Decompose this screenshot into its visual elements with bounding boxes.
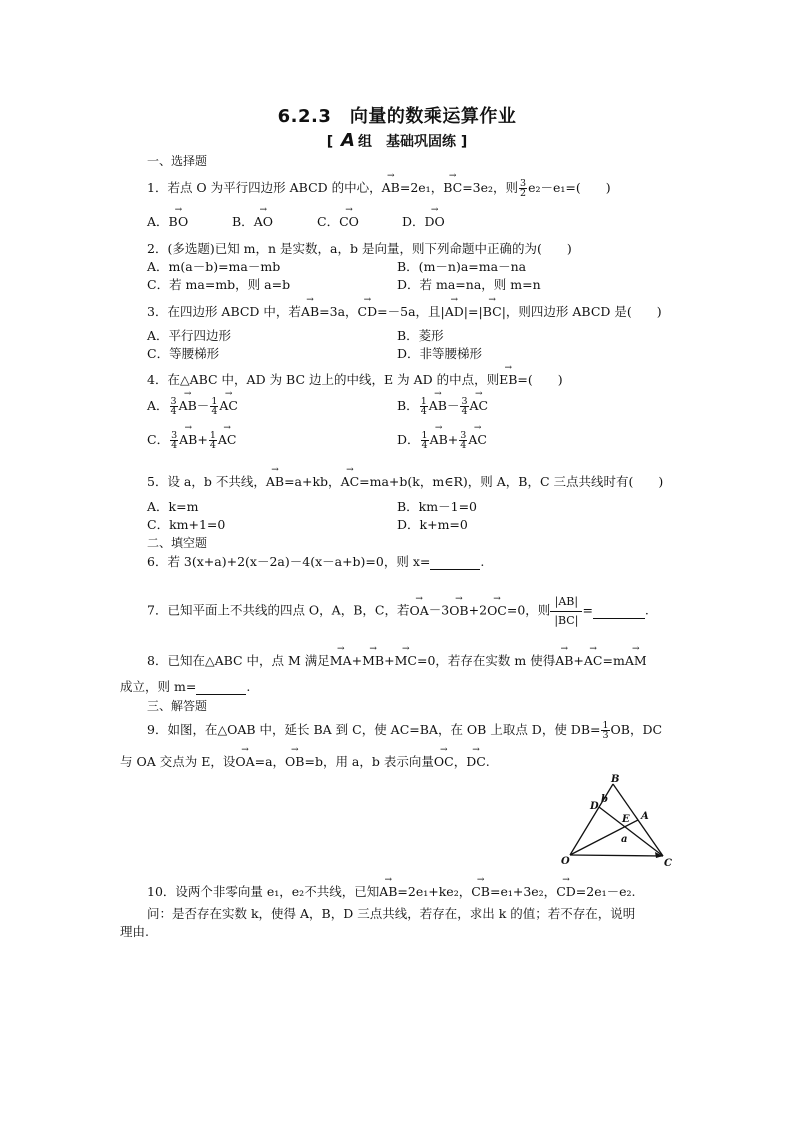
q1-option-a[interactable]: A．→ BO [147, 212, 188, 230]
question-8-line2: 成立，则 m= . [120, 679, 251, 694]
segment-oc [570, 855, 663, 856]
triangle-figure [558, 772, 678, 872]
label-d: D [590, 801, 599, 812]
q4-option-d[interactable]: D． $\frac{1}{4}$ → AB+ $\frac{3}{4}$ → AC [397, 430, 487, 451]
question-10-line2: 问：是否存在实数 k，使得 A，B，D 三点共线，若存在，求出 k 的值；若不存在，说明 [147, 906, 636, 921]
label-c: C [664, 858, 672, 869]
q1-option-b[interactable]: B．→ AO [232, 212, 273, 230]
q4-option-a[interactable]: A． $\frac{3}{4}$ → AB－ $\frac{1}{4}$ → AC [147, 396, 238, 417]
question-9: 9．如图，在△OAB 中，延长 BA 到 C，使 AC=BA，在 OB 上取点 D，使 DB= $\frac{1}{3}$ OB，DC [147, 719, 663, 741]
q5-option-d[interactable]: D．k+m=0 [397, 517, 468, 532]
question-7: 7．已知平面上不共线的四点 O，A，B，C，若→ OA－3→ OB+2→ OC=0，则 $\frac{|AB|}{|BC|}$ = . [147, 596, 649, 626]
section-fill: 二、填空题 [147, 536, 208, 550]
label-e: E [622, 814, 630, 825]
q3-option-c[interactable]: C．等腰梯形 [147, 346, 220, 361]
page-title: 6.2.3 向量的数乘运算作业 [277, 106, 517, 127]
label-a-vector: a [621, 834, 628, 845]
section-choice: 一、选择题 [147, 154, 208, 168]
q3-option-d[interactable]: D．非等腰梯形 [397, 346, 483, 361]
question-5: 5．设 a，b 不共线，→ AB=a+kb，→ AC=ma+b(k，m∈R)，则 A，B，C 三点共线时有( ) [147, 472, 663, 490]
fraction: $\frac{3}{2}$ [520, 177, 527, 199]
q2-option-d[interactable]: D．若 ma=na，则 m=n [397, 277, 541, 292]
q2-option-a[interactable]: A．m(a－b)=ma－mb [147, 259, 281, 274]
question-9-line2: 与 OA 交点为 E，设→ OA=a，→ OB=b，用 a，b 表示向量→ OC，→ DC. [120, 752, 490, 770]
group-bracket-close: ] [460, 134, 468, 150]
question-3: 3．在四边形 ABCD 中，若→ AB=3a，→ CD=－5a，且|→ AD|=|→ BC|，则四边形 ABCD 是( ) [147, 302, 662, 320]
q2-option-b[interactable]: B．(m－n)a=ma－na [397, 259, 527, 274]
label-a: A [641, 811, 649, 822]
vector-bc: → BC [443, 180, 462, 195]
group-label: 组 基础巩固练 [357, 134, 456, 150]
section-solve: 三、解答题 [147, 699, 208, 713]
segment-dc [599, 807, 663, 856]
question-6: 6．若 3(x+a)+2(x－2a)－4(x－a+b)=0，则 x= . [147, 554, 485, 569]
vector-ab: → AB [382, 180, 400, 195]
q5-option-b[interactable]: B．km－1=0 [397, 499, 477, 514]
q1-option-d[interactable]: D．→ DO [402, 212, 445, 230]
q5-option-a[interactable]: A．k=m [147, 499, 199, 514]
question-4: 4．在△ABC 中，AD 为 BC 边上的中线，E 为 AD 的中点，则→ EB=( ) [147, 370, 563, 388]
question-10-line3: 理由. [120, 924, 149, 939]
answer-blank[interactable] [196, 679, 246, 695]
label-b-vector: b [601, 794, 608, 805]
question-8: 8．已知在△ABC 中，点 M 满足→ MA+→ MB+→ MC=0，若存在实数 m 使得→ AB+→ AC=m→ AM [147, 651, 647, 669]
q5-option-c[interactable]: C．km+1=0 [147, 517, 226, 532]
answer-blank[interactable] [430, 554, 480, 570]
question-1: 1．若点 O 为平行四边形 ABCD 的中心，→ AB=2e₁，→ BC=3e₂，则 $\frac{3}{2}$ e₂－e₁=( ) [147, 178, 611, 199]
q2-option-c[interactable]: C．若 ma=mb，则 a=b [147, 277, 291, 292]
q3-option-a[interactable]: A．平行四边形 [147, 328, 232, 343]
q1-option-c[interactable]: C．→ CO [317, 212, 359, 230]
ratio-fraction: $\frac{|AB|}{|BC|}$ [550, 596, 582, 626]
q3-option-b[interactable]: B．菱形 [397, 328, 444, 343]
group-letter: A [341, 130, 355, 151]
group-bracket-open: [ [326, 134, 334, 150]
label-b: B [611, 774, 620, 785]
question-10: 10．设两个非零向量 e₁，e₂不共线，已知→ AB=2e₁+ke₂，→ CB=e₁+3e₂，→ CD=2e₁－e₂. [147, 882, 636, 900]
group-heading [0, 130, 794, 151]
answer-blank[interactable] [593, 603, 645, 619]
q4-option-c[interactable]: C． $\frac{3}{4}$ → AB+ $\frac{1}{4}$ → AC [147, 430, 236, 451]
q4-option-b[interactable]: B． $\frac{1}{4}$ → AB－ $\frac{3}{4}$ → AC [397, 396, 488, 417]
question-2: 2．(多选题)已知 m，n 是实数，a，b 是向量，则下列命题中正确的为( ) [147, 241, 572, 256]
label-o: O [561, 856, 570, 867]
